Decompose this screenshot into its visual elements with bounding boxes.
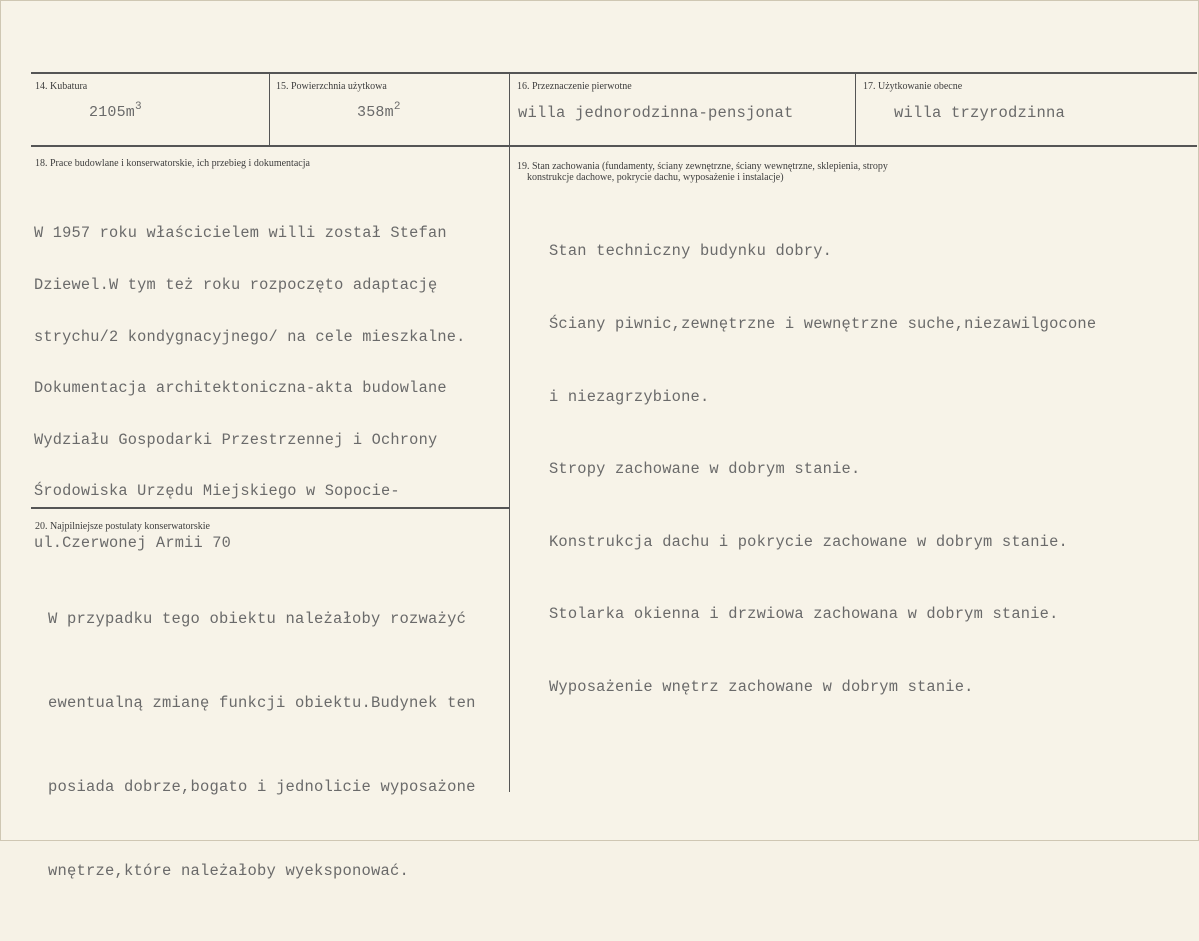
field-18-line: Dziewel.W tym też roku rozpoczęto adaptację: [34, 276, 438, 294]
field-19-line: Stolarka okienna i drzwiowa zachowana w dobrym stanie.: [549, 605, 1059, 624]
field-19-label-line2: konstrukcje dachowe, pokrycie dachu, wyposażenie i instalacje): [527, 172, 784, 183]
field-19-line: Wyposażenie wnętrz zachowane w dobrym stanie.: [549, 677, 974, 696]
field-18-line: W 1957 roku właścicielem willi został Stefan: [34, 224, 447, 243]
field-19-line: Stan techniczny budynku dobry.: [549, 242, 833, 261]
divider-16-17: [855, 73, 856, 146]
area-unit-exponent: 2: [393, 101, 401, 113]
field-16-label: 16. Przeznaczenie pierwotne: [517, 81, 632, 92]
kubatura-value: 2105m: [89, 104, 136, 121]
field-18-label: 18. Prace budowlane i konserwatorskie, ich przebieg i dokumentacja: [35, 158, 310, 169]
field-20-line: posiada dobrze,bogato i jednolicie wyposażone: [48, 778, 476, 796]
divider-14-15: [269, 73, 270, 146]
field-15-label: 15. Powierzchnia użytkowa: [276, 81, 387, 92]
field-18-line: ul.Czerwonej Armii 70: [34, 533, 231, 552]
field-15-value: [357, 101, 401, 121]
field-17-value: willa trzyrodzinna: [894, 104, 1066, 122]
field-14-label: 14. Kubatura: [35, 81, 88, 92]
divider-15-16: [509, 73, 510, 792]
field-17-label: 17. Użytkowanie obecne: [863, 81, 963, 92]
field-18-line: strychu/2 kondygnacyjnego/ na cele mieszkalne.: [34, 327, 466, 346]
field-19-line: Ściany piwnic,zewnętrzne i wewnętrzne suche,niezawilgocone: [549, 315, 1097, 333]
field-20-line: wnętrze,które należałoby wyeksponować.: [48, 862, 410, 880]
field-19-line: i niezagrzybione.: [549, 387, 710, 406]
area-value: 358m: [357, 104, 394, 121]
top-rule: [31, 72, 1197, 74]
field-19-label-line1: 19. Stan zachowania (fundamenty, ściany zewnętrzne, ściany wewnętrzne, sklepienia, stropy: [517, 161, 888, 172]
field-19-text: [549, 191, 1096, 748]
field-18-line: Środowiska Urzędu Miejskiego w Sopocie-: [34, 482, 400, 501]
field-16-value: willa jednorodzinna-pensjonat: [518, 104, 794, 122]
field-18-line: Dokumentacja architektoniczna-akta budowlane: [34, 379, 447, 398]
field-20-text: [48, 549, 476, 941]
field-20-line: W przypadku tego obiektu należałoby rozważyć: [48, 610, 467, 628]
field-18-line: Wydziału Gospodarki Przestrzennej i Ochrony: [34, 430, 438, 449]
field-20-label: 20. Najpilniejsze postulaty konserwatorskie: [35, 521, 210, 532]
kubatura-unit-exponent: 3: [135, 101, 142, 113]
field-20-line: ewentualną zmianę funkcji obiektu.Budynek ten: [48, 694, 476, 712]
field-14-value: [89, 101, 142, 121]
field-19-line: Stropy zachowane w dobrym stanie.: [549, 460, 861, 479]
field-19-line: Konstrukcja dachu i pokrycie zachowane w dobrym stanie.: [549, 532, 1068, 551]
row1-bottom-rule: [31, 145, 1197, 147]
